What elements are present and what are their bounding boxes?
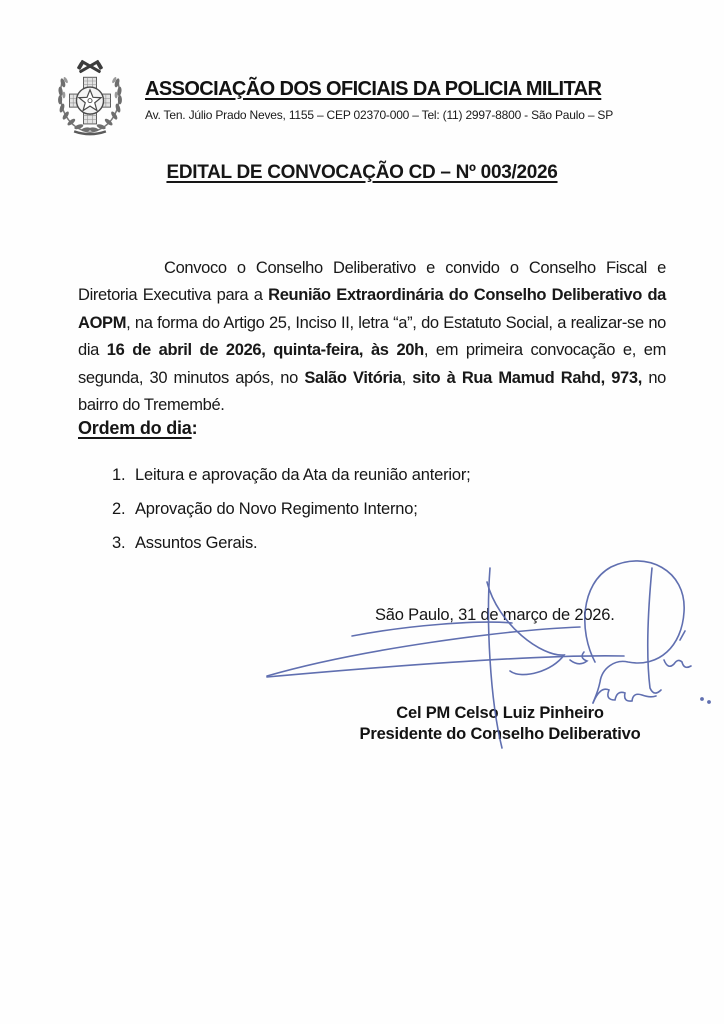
list-item — [112, 466, 471, 485]
signature-block — [276, 703, 724, 745]
aopm-crest-icon — [48, 52, 132, 138]
item-text: Aprovação do Novo Regimento Interno; — [135, 500, 418, 518]
agenda-heading: Ordem do dia: — [78, 418, 198, 438]
letterhead — [145, 78, 613, 122]
item-text: Leitura e aprovação da Ata da reunião anterior; — [135, 466, 471, 484]
paragraph-part: , na forma do Artigo 25, Inciso II, letra “a”, do Estatuto Social, a realizar-se no dia — [78, 313, 666, 359]
paragraph-part-bold: sito à Rua Mamud Rahd, 973, — [412, 368, 642, 387]
signer-name: Cel PM Celso Luiz Pinheiro — [396, 704, 604, 722]
paragraph-part-bold: 16 de abril de 2026, quinta-feira, às 20h — [106, 341, 424, 359]
org-address: Av. Ten. Júlio Prado Neves, 1155 – CEP 02370-000 – Tel: (11) 2997-8800 - São Paulo – SP — [145, 108, 614, 122]
org-name: ASSOCIAÇÃO DOS OFICIAIS DA POLICIA MILITAR — [145, 78, 602, 100]
signer-title: Presidente do Conselho Deliberativo — [359, 725, 641, 743]
paragraph-part: no bairro do Tremembé. — [78, 368, 667, 414]
paragraph-part-bold: Salão Vitória — [304, 368, 402, 387]
paragraph-part: , em primeira convocação e, em segunda, 30 minutos após, no — [78, 341, 667, 387]
paragraph-part: , — [401, 368, 413, 387]
document-title: EDITAL DE CONVOCAÇÃO CD – Nº 003/2026 — [166, 162, 558, 183]
paragraph-part-bold: Reunião Extraordinária do Conselho Deliberativo da AOPM — [78, 286, 666, 332]
item-number: 3. — [112, 534, 126, 552]
item-text: Assuntos Gerais. — [135, 534, 258, 552]
item-number: 2. — [112, 500, 126, 518]
list-item — [112, 500, 471, 519]
item-number: 1. — [112, 466, 126, 484]
dateline: São Paulo, 31 de março de 2026. — [375, 606, 615, 624]
convocation-paragraph — [78, 255, 666, 420]
list-item — [112, 534, 471, 553]
agenda-list — [112, 466, 471, 568]
paragraph-part: Convoco o Conselho Deliberativo e convido o Conselho Fiscal e Diretoria Executiva para a — [78, 258, 666, 304]
